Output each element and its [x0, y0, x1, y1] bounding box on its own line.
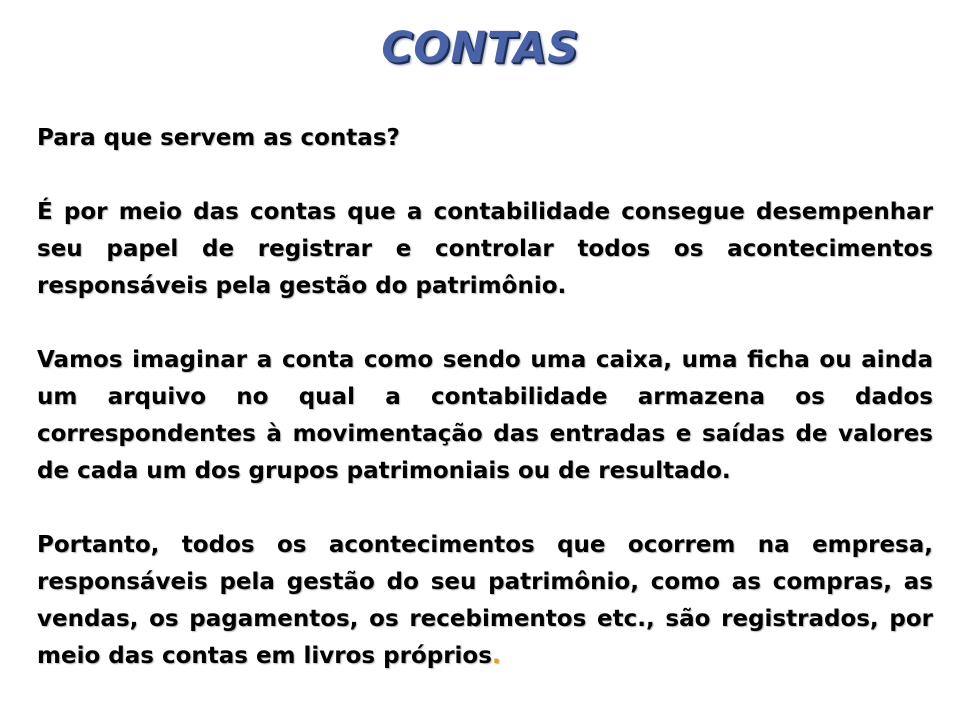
slide-content [37, 120, 933, 675]
question-heading: Para que servem as contas? [37, 125, 400, 151]
paragraph-3-text: Portanto, todos os acontecimentos que ocorrem na empresa, responsáveis pela gestão do seu patrimônio, como as compras, as vendas, os pagamentos, os recebimentos etc., são registrados, por meio das contas em livros próprios [37, 532, 933, 669]
slide-title: CONTAS [381, 23, 579, 73]
paragraph-1: É por meio das contas que a contabilidade consegue desempenhar seu papel de registrar e controlar todos os acontecimentos responsáveis pela gestão do patrimônio. [37, 199, 933, 299]
final-period: . [491, 643, 501, 669]
spacer [37, 305, 933, 342]
paragraph-2: Vamos imaginar a conta como sendo uma caixa, uma ficha ou ainda um arquivo no qual a contabilidade armazena os dados correspondentes à movimentação das entradas e saídas de valores de cada um dos grupos patrimoniais ou de resultado. [37, 347, 933, 484]
spacer [37, 490, 933, 527]
spacer [37, 157, 933, 194]
paragraph-3 [37, 527, 933, 675]
